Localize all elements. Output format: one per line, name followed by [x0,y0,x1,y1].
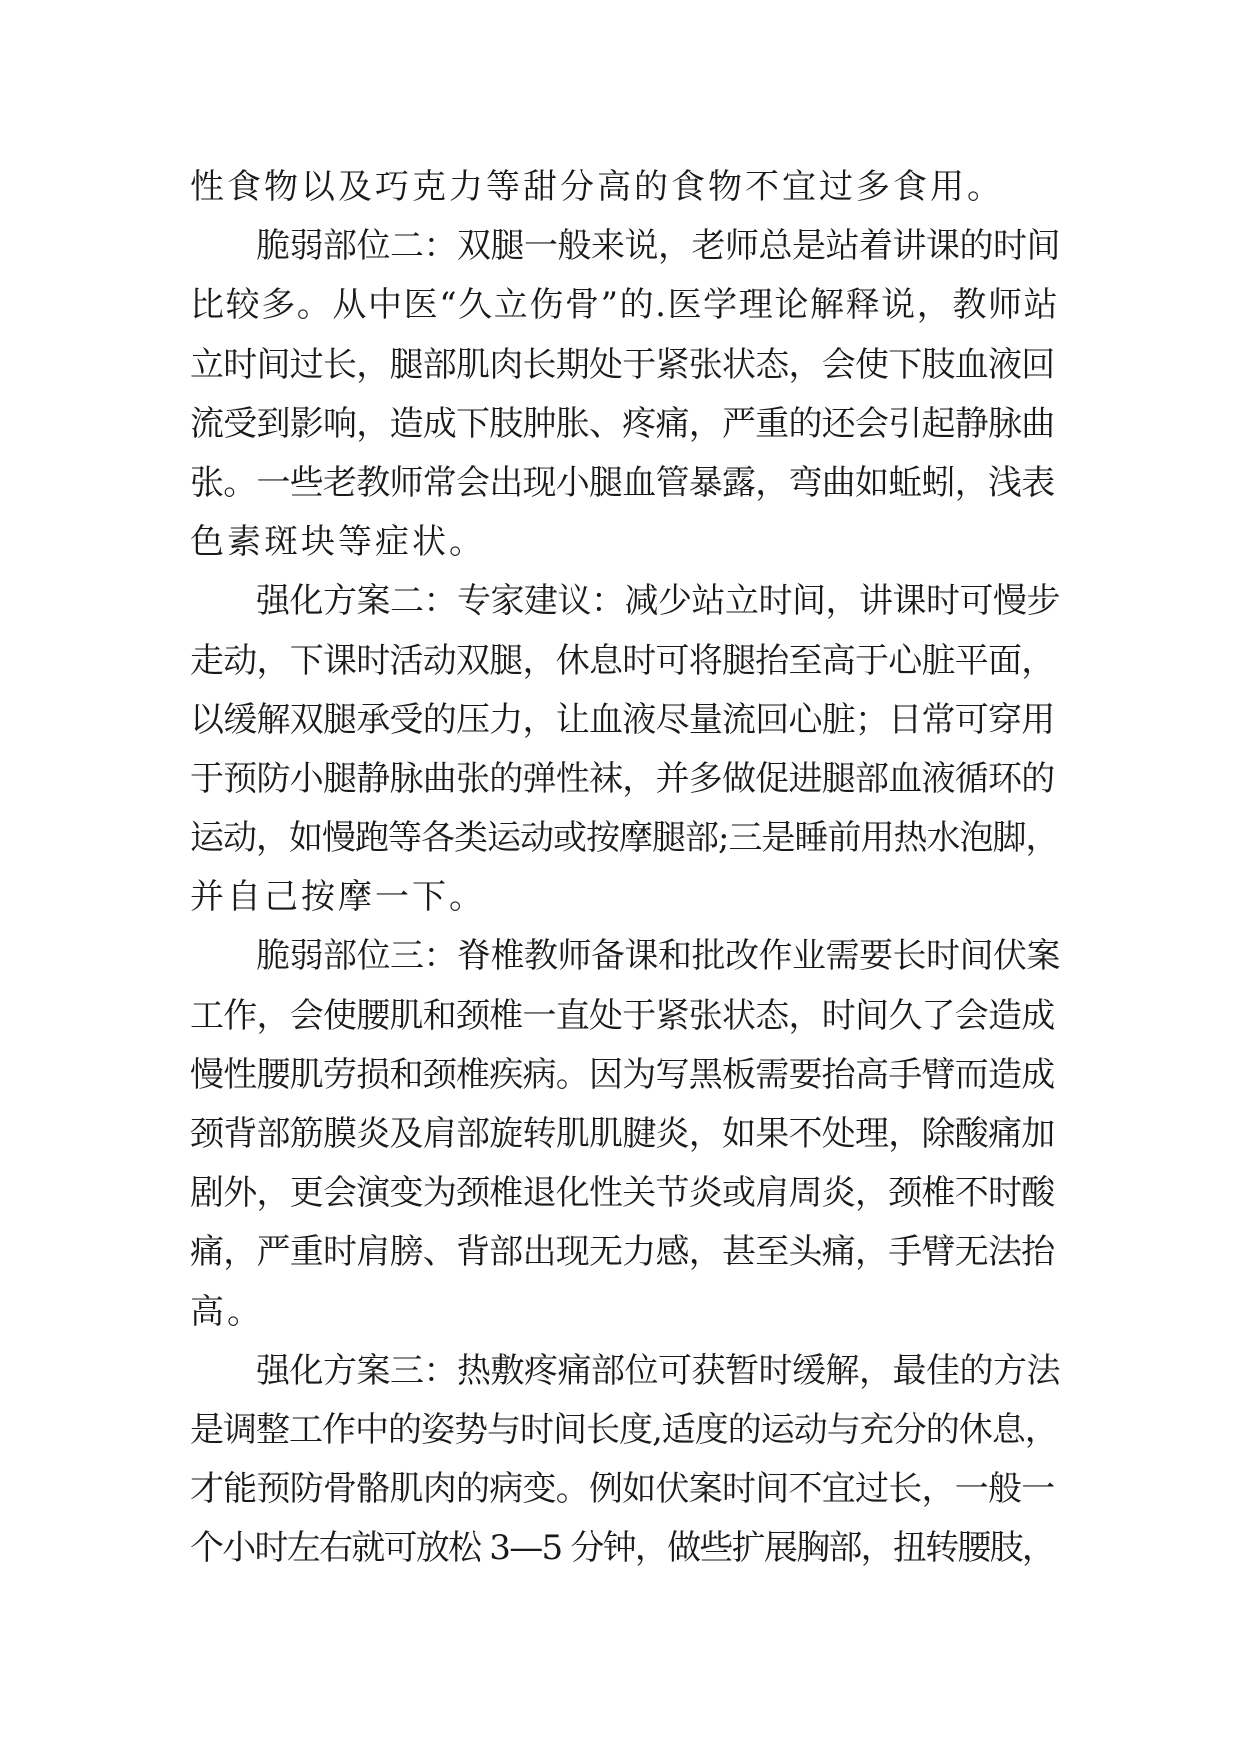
text-line-7: 色素斑块等症状。 [190,522,486,563]
text-line-3: 比较多。从中医“久立伤骨”的.医学理论解释说，教师站 [190,285,1060,326]
text-line-20: 高。 [190,1291,264,1332]
text-line-24: 个小时左右就可放松 3—5 分钟，做些扩展胸部，扭转腰肢， [190,1528,1055,1569]
text-line-15: 工作，会使腰肌和颈椎一直处于紧张状态，时间久了会造成 [190,995,1055,1036]
text-line-4: 立时间过长，腿部肌肉长期处于紧张状态，会使下肢血液回 [190,344,1055,385]
text-line-11: 于预防小腿静脉曲张的弹性袜，并多做促进腿部血液循环的 [190,758,1055,799]
text-line-19: 痛，严重时肩膀、背部出现无力感，甚至头痛，手臂无法抬 [190,1232,1055,1273]
text-line-22: 是调整工作中的姿势与时间长度,适度的运动与充分的休息， [190,1409,1058,1450]
paragraph-heading-plan-2: 强化方案二：专家建议：减少站立时间，讲课时可慢步 [256,581,1060,622]
text-line-12: 运动，如慢跑等各类运动或按摩腿部;三是睡前用热水泡脚， [190,818,1059,859]
text-line-10: 以缓解双腿承受的压力，让血液尽量流回心脏；日常可穿用 [190,699,1055,740]
paragraph-heading-plan-3: 强化方案三：热敷疼痛部位可获暂时缓解，最佳的方法 [256,1350,1060,1391]
body-text [190,158,1060,1579]
paragraph-heading-weak-point-3: 脆弱部位三：脊椎教师备课和批改作业需要长时间伏案 [256,936,1060,977]
text-line-6: 张。一些老教师常会出现小腿血管暴露，弯曲如蚯蚓，浅表 [190,462,1055,503]
paragraph-heading-weak-point-2: 脆弱部位二：双腿一般来说，老师总是站着讲课的时间 [256,226,1060,267]
text-line-5: 流受到影响，造成下肢肿胀、疼痛，严重的还会引起静脉曲 [190,403,1055,444]
text-line-9: 走动，下课时活动双腿，休息时可将腿抬至高于心脏平面， [190,640,1055,681]
text-line-13: 并自己按摩一下。 [190,877,486,918]
text-line-23: 才能预防骨骼肌肉的病变。例如伏案时间不宜过长，一般一 [190,1469,1055,1510]
text-line-1: 性食物以及巧克力等甜分高的食物不宜过多食用。 [190,167,1004,207]
text-line-18: 剧外，更会演变为颈椎退化性关节炎或肩周炎，颈椎不时酸 [190,1173,1055,1214]
text-line-16: 慢性腰肌劳损和颈椎疾病。因为写黑板需要抬高手臂而造成 [190,1054,1055,1095]
text-line-17: 颈背部筋膜炎及肩部旋转肌肌腱炎，如果不处理，除酸痛加 [190,1114,1055,1154]
